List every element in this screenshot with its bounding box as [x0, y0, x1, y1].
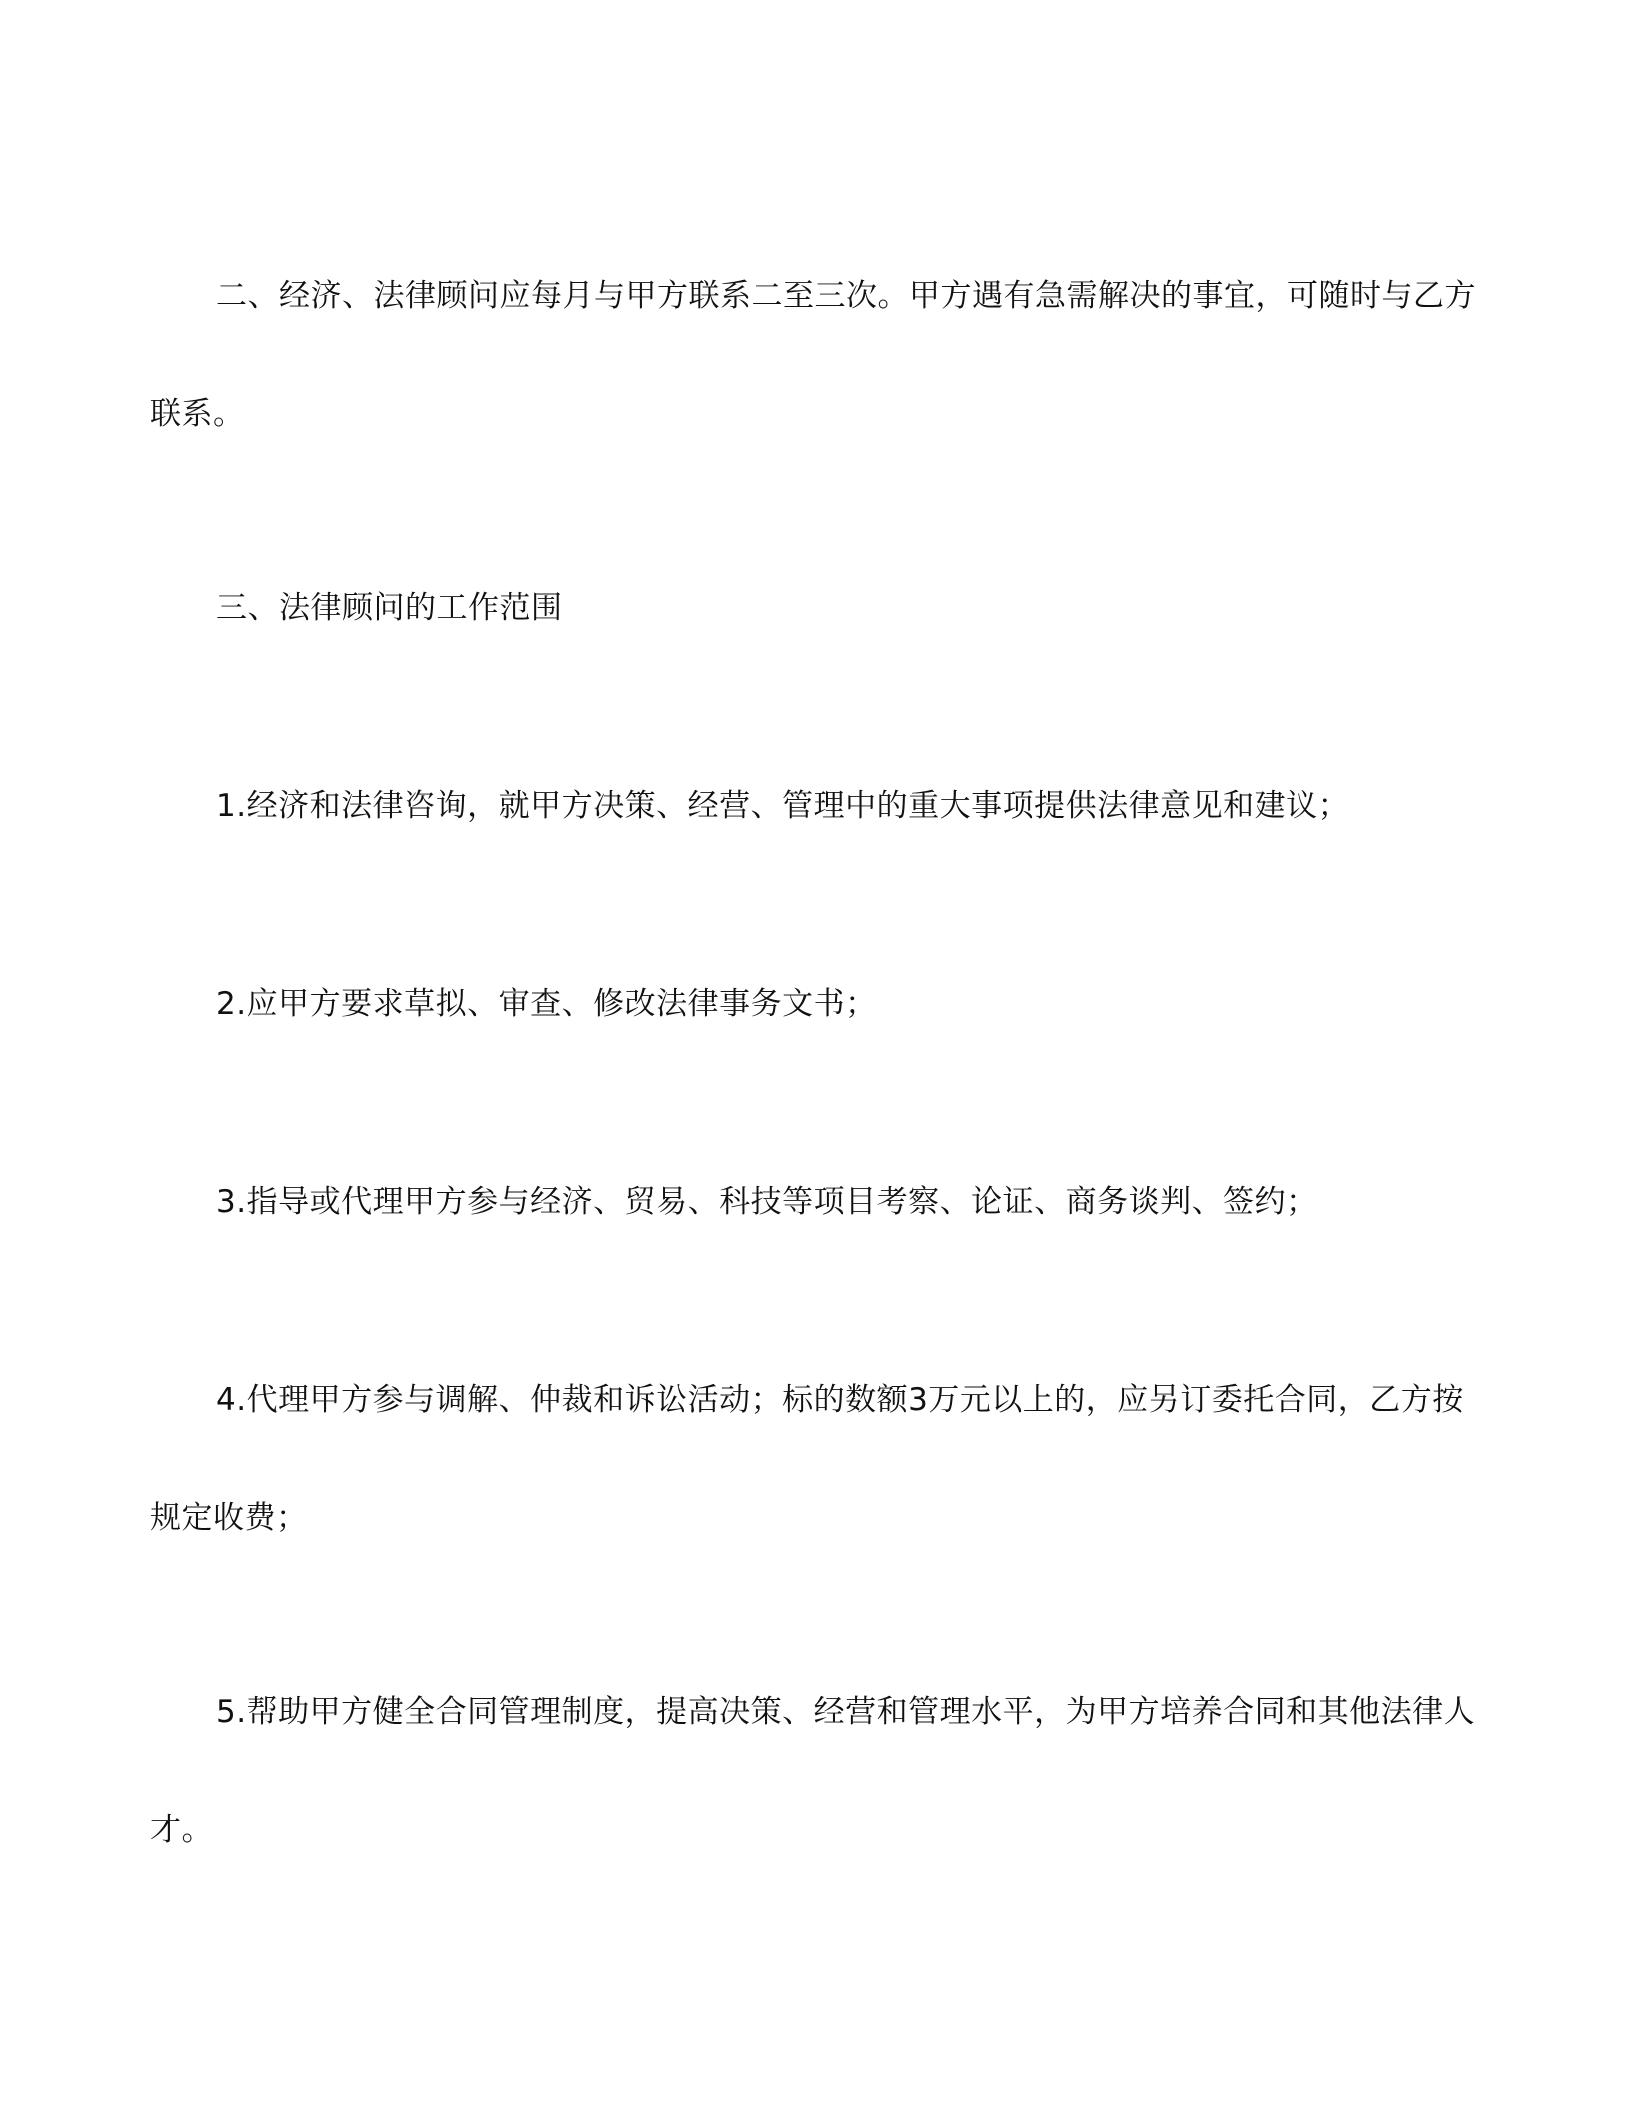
list-item-1: 1.经济和法律咨询，就甲方决策、经营、管理中的重大事项提供法律意见和建议；	[216, 788, 1350, 824]
list-item-3: 3.指导或代理甲方参与经济、贸易、科技等项目考察、论证、商务谈判、签约；	[216, 1184, 1318, 1220]
list-item-2: 2.应甲方要求草拟、审查、修改法律事务文书；	[216, 986, 877, 1022]
list-item-4: 4.代理甲方参与调解、仲裁和诉讼活动；标的数额3万元以上的，应另订委托合同，乙方按规定收费；	[150, 1382, 1464, 1536]
paragraph-consultation-frequency: 二、经济、法律顾问应每月与甲方联系二至三次。甲方遇有急需解决的事宜，可随时与乙方联系。	[150, 278, 1476, 432]
list-item-5: 5.帮助甲方健全合同管理制度，提高决策、经营和管理水平，为甲方培养合同和其他法律人才。	[150, 1694, 1476, 1848]
section-heading-scope: 三、法律顾问的工作范围	[216, 590, 563, 626]
